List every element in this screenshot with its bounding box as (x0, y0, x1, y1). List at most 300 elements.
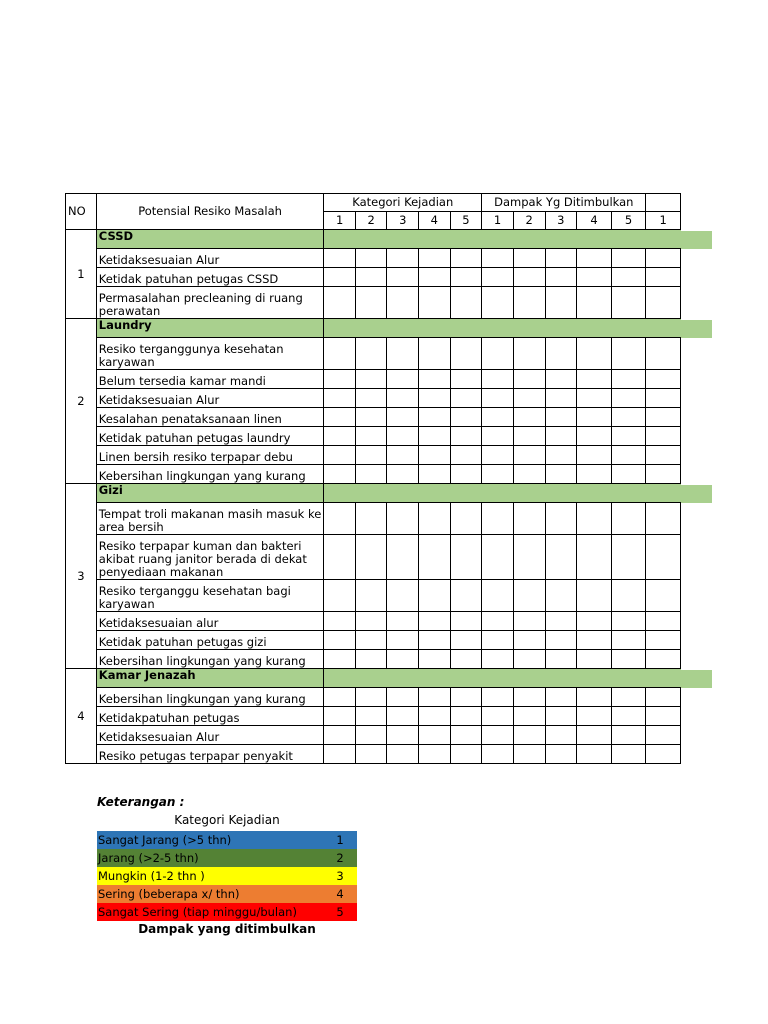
score-cell (324, 745, 356, 764)
legend-label: Sangat Jarang (>5 thn) (98, 833, 232, 847)
table-row (66, 580, 681, 612)
score-cell (482, 338, 514, 370)
risk-item-label: Linen bersih resiko terpapar debu (96, 446, 324, 465)
score-cell (577, 338, 612, 370)
dampak-number-4: 4 (577, 212, 612, 230)
score-cell (577, 707, 612, 726)
table-row (66, 427, 681, 446)
score-cell (577, 688, 612, 707)
score-cell (545, 745, 577, 764)
score-cell (482, 268, 514, 287)
risk-table (65, 193, 681, 764)
score-cell (545, 287, 577, 319)
score-cell (419, 427, 451, 446)
section-number: 1 (66, 230, 97, 319)
score-cell (646, 631, 681, 650)
legend-dampak-title: Dampak yang ditimbulkan (138, 922, 316, 936)
score-cell (355, 249, 387, 268)
score-cell (324, 408, 356, 427)
score-cell (324, 631, 356, 650)
score-cell (513, 650, 545, 669)
score-cell (577, 408, 612, 427)
risk-item-label: Tempat troli makanan masih masuk ke area bersih (96, 503, 324, 535)
score-cell (387, 268, 419, 287)
section-band (324, 484, 681, 503)
score-cell (646, 389, 681, 408)
risk-item-label: Ketidak patuhan petugas laundry (96, 427, 324, 446)
risk-item-label: Ketidaksesuaian Alur (96, 389, 324, 408)
legend-value: 3 (336, 869, 344, 883)
score-cell (513, 631, 545, 650)
score-cell (387, 745, 419, 764)
dampak-number-1: 1 (482, 212, 514, 230)
score-cell (419, 249, 451, 268)
table-row (66, 612, 681, 631)
score-cell (387, 726, 419, 745)
risk-item-label: Ketidak patuhan petugas gizi (96, 631, 324, 650)
risk-item-label: Resiko terpapar kuman dan bakteri akibat ruang janitor berada di dekat penyediaan makanan (96, 535, 324, 580)
kategori-number-1: 1 (324, 212, 356, 230)
score-cell (545, 612, 577, 631)
kategori-number-4: 4 (419, 212, 451, 230)
score-cell (513, 427, 545, 446)
section-band-extension (681, 320, 712, 338)
score-cell (324, 503, 356, 535)
score-cell (450, 287, 482, 319)
score-cell (482, 465, 514, 484)
legend-label: Sering (beberapa x/ thn) (98, 887, 240, 901)
dampak-number-3: 3 (545, 212, 577, 230)
legend-row (97, 885, 357, 903)
risk-item-label: Resiko terganggu kesehatan bagi karyawan (96, 580, 324, 612)
score-cell (387, 631, 419, 650)
table-row (66, 631, 681, 650)
legend-table (97, 831, 357, 921)
score-cell (355, 389, 387, 408)
score-cell (545, 535, 577, 580)
header-next-group (646, 194, 681, 212)
keterangan-title: Keterangan : (97, 795, 185, 809)
score-cell (324, 249, 356, 268)
score-cell (513, 688, 545, 707)
table-row (66, 688, 681, 707)
score-cell (450, 249, 482, 268)
score-cell (387, 580, 419, 612)
header-potensi: Potensial Resiko Masalah (96, 194, 324, 230)
score-cell (482, 688, 514, 707)
score-cell (419, 688, 451, 707)
score-cell (324, 370, 356, 389)
score-cell (419, 535, 451, 580)
score-cell (387, 338, 419, 370)
score-cell (513, 268, 545, 287)
score-cell (611, 707, 646, 726)
score-cell (450, 707, 482, 726)
dampak-number-2: 2 (513, 212, 545, 230)
score-cell (355, 268, 387, 287)
score-cell (482, 427, 514, 446)
score-cell (387, 287, 419, 319)
score-cell (387, 688, 419, 707)
score-cell (577, 389, 612, 408)
score-cell (355, 726, 387, 745)
score-cell (355, 612, 387, 631)
section-name: CSSD (96, 230, 324, 249)
score-cell (450, 465, 482, 484)
table-row (66, 370, 681, 389)
score-cell (482, 408, 514, 427)
score-cell (513, 465, 545, 484)
score-cell (387, 370, 419, 389)
risk-item-label: Kesalahan penataksanaan linen (96, 408, 324, 427)
score-cell (577, 427, 612, 446)
score-cell (355, 631, 387, 650)
score-cell (482, 370, 514, 389)
score-cell (482, 580, 514, 612)
score-cell (513, 370, 545, 389)
table-row (66, 389, 681, 408)
score-cell (513, 503, 545, 535)
score-cell (387, 427, 419, 446)
score-cell (450, 535, 482, 580)
score-cell (419, 612, 451, 631)
score-cell (611, 580, 646, 612)
score-cell (324, 287, 356, 319)
table-row (66, 535, 681, 580)
score-cell (513, 535, 545, 580)
table-row (66, 268, 681, 287)
score-cell (646, 427, 681, 446)
score-cell (355, 745, 387, 764)
score-cell (611, 408, 646, 427)
score-cell (355, 338, 387, 370)
score-cell (513, 408, 545, 427)
score-cell (482, 631, 514, 650)
next-group-number-1: 1 (646, 212, 681, 230)
score-cell (577, 650, 612, 669)
legend-label: Jarang (>2-5 thn) (98, 851, 199, 865)
score-cell (355, 446, 387, 465)
score-cell (387, 446, 419, 465)
dampak-number-5: 5 (611, 212, 646, 230)
score-cell (450, 446, 482, 465)
score-cell (611, 338, 646, 370)
score-cell (513, 580, 545, 612)
table-row (66, 465, 681, 484)
score-cell (611, 726, 646, 745)
score-cell (545, 726, 577, 745)
legend-row (97, 831, 357, 849)
score-cell (355, 580, 387, 612)
score-cell (450, 745, 482, 764)
table-row (66, 745, 681, 764)
score-cell (545, 408, 577, 427)
score-cell (355, 707, 387, 726)
score-cell (646, 370, 681, 389)
risk-item-label: Resiko terganggunya kesehatan karyawan (96, 338, 324, 370)
section-name: Laundry (96, 319, 324, 338)
score-cell (577, 535, 612, 580)
section-number: 4 (66, 669, 97, 764)
score-cell (611, 503, 646, 535)
risk-item-label: Ketidaksesuaian Alur (96, 249, 324, 268)
section-row (66, 669, 681, 688)
table-row (66, 707, 681, 726)
score-cell (419, 268, 451, 287)
score-cell (450, 268, 482, 287)
score-cell (513, 287, 545, 319)
score-cell (545, 338, 577, 370)
legend-row (97, 867, 357, 885)
score-cell (611, 370, 646, 389)
score-cell (324, 650, 356, 669)
kategori-number-5: 5 (450, 212, 482, 230)
table-row (66, 503, 681, 535)
score-cell (355, 370, 387, 389)
score-cell (324, 446, 356, 465)
score-cell (646, 503, 681, 535)
score-cell (450, 688, 482, 707)
score-cell (646, 287, 681, 319)
score-cell (450, 408, 482, 427)
score-cell (387, 535, 419, 580)
score-cell (450, 726, 482, 745)
score-cell (646, 580, 681, 612)
score-cell (611, 631, 646, 650)
score-cell (419, 408, 451, 427)
score-cell (450, 389, 482, 408)
score-cell (482, 535, 514, 580)
score-cell (482, 249, 514, 268)
score-cell (611, 389, 646, 408)
score-cell (482, 503, 514, 535)
score-cell (324, 465, 356, 484)
score-cell (355, 465, 387, 484)
score-cell (545, 427, 577, 446)
risk-table-body (66, 230, 681, 764)
legend-label: Mungkin (1-2 thn ) (98, 869, 205, 883)
section-name: Gizi (96, 484, 324, 503)
score-cell (324, 707, 356, 726)
score-cell (577, 446, 612, 465)
score-cell (577, 249, 612, 268)
score-cell (513, 612, 545, 631)
header-no: NO (66, 194, 97, 230)
score-cell (646, 650, 681, 669)
section-number: 3 (66, 484, 97, 669)
section-row (66, 230, 681, 249)
risk-item-label: Belum tersedia kamar mandi (96, 370, 324, 389)
score-cell (545, 370, 577, 389)
risk-item-label: Ketidaksesuaian alur (96, 612, 324, 631)
score-cell (450, 338, 482, 370)
score-cell (419, 465, 451, 484)
score-cell (482, 650, 514, 669)
score-cell (513, 249, 545, 268)
score-cell (545, 688, 577, 707)
score-cell (646, 707, 681, 726)
score-cell (355, 427, 387, 446)
score-cell (545, 707, 577, 726)
kategori-number-3: 3 (387, 212, 419, 230)
score-cell (387, 249, 419, 268)
risk-item-label: Kebersihan lingkungan yang kurang (96, 465, 324, 484)
score-cell (545, 631, 577, 650)
score-cell (419, 631, 451, 650)
score-cell (646, 535, 681, 580)
table-row (66, 408, 681, 427)
score-cell (355, 535, 387, 580)
legend-label: Sangat Sering (tiap minggu/bulan) (98, 905, 297, 919)
score-cell (450, 427, 482, 446)
score-cell (324, 427, 356, 446)
score-cell (482, 707, 514, 726)
table-row (66, 249, 681, 268)
score-cell (419, 503, 451, 535)
score-cell (419, 726, 451, 745)
score-cell (482, 287, 514, 319)
score-cell (545, 268, 577, 287)
score-cell (646, 465, 681, 484)
section-name: Kamar Jenazah (96, 669, 324, 688)
risk-item-label: Kebersihan lingkungan yang kurang (96, 688, 324, 707)
score-cell (611, 287, 646, 319)
score-cell (545, 446, 577, 465)
score-cell (324, 389, 356, 408)
score-cell (482, 446, 514, 465)
score-cell (419, 707, 451, 726)
table-row (66, 338, 681, 370)
score-cell (482, 389, 514, 408)
score-cell (611, 535, 646, 580)
section-row (66, 319, 681, 338)
score-cell (355, 408, 387, 427)
score-cell (324, 726, 356, 745)
table-row (66, 726, 681, 745)
score-cell (577, 287, 612, 319)
score-cell (611, 745, 646, 764)
score-cell (513, 726, 545, 745)
score-cell (324, 338, 356, 370)
table-row (66, 446, 681, 465)
score-cell (646, 249, 681, 268)
score-cell (513, 389, 545, 408)
score-cell (646, 612, 681, 631)
section-band (324, 230, 681, 249)
score-cell (611, 446, 646, 465)
score-cell (419, 446, 451, 465)
header-kategori-kejadian: Kategori Kejadian (324, 194, 482, 212)
score-cell (611, 650, 646, 669)
score-cell (611, 427, 646, 446)
score-cell (450, 370, 482, 389)
score-cell (324, 535, 356, 580)
table-row (66, 650, 681, 669)
score-cell (450, 631, 482, 650)
legend-kategori-title: Kategori Kejadian (174, 813, 280, 827)
score-cell (387, 408, 419, 427)
score-cell (324, 268, 356, 287)
section-band-extension (681, 485, 712, 503)
score-cell (545, 580, 577, 612)
score-cell (577, 726, 612, 745)
risk-item-label: Resiko petugas terpapar penyakit (96, 745, 324, 764)
score-cell (482, 726, 514, 745)
score-cell (545, 650, 577, 669)
section-band (324, 319, 681, 338)
score-cell (611, 465, 646, 484)
score-cell (577, 503, 612, 535)
score-cell (577, 612, 612, 631)
score-cell (513, 745, 545, 764)
legend-row (97, 903, 357, 921)
score-cell (355, 650, 387, 669)
score-cell (419, 745, 451, 764)
score-cell (450, 650, 482, 669)
score-cell (545, 389, 577, 408)
score-cell (324, 580, 356, 612)
score-cell (646, 745, 681, 764)
score-cell (450, 612, 482, 631)
score-cell (324, 688, 356, 707)
score-cell (646, 446, 681, 465)
risk-item-label: Permasalahan precleaning di ruang perawatan (96, 287, 324, 319)
score-cell (577, 465, 612, 484)
score-cell (577, 631, 612, 650)
section-band (324, 669, 681, 688)
score-cell (646, 688, 681, 707)
score-cell (419, 389, 451, 408)
score-cell (646, 268, 681, 287)
score-cell (513, 446, 545, 465)
score-cell (646, 726, 681, 745)
risk-item-label: Ketidakpatuhan petugas (96, 707, 324, 726)
risk-item-label: Ketidak patuhan petugas CSSD (96, 268, 324, 287)
score-cell (545, 465, 577, 484)
legend-value: 1 (336, 833, 344, 847)
section-row (66, 484, 681, 503)
score-cell (324, 612, 356, 631)
legend-value: 2 (336, 851, 344, 865)
score-cell (419, 650, 451, 669)
risk-item-label: Ketidaksesuaian Alur (96, 726, 324, 745)
score-cell (387, 707, 419, 726)
score-cell (545, 503, 577, 535)
score-cell (355, 688, 387, 707)
score-cell (355, 287, 387, 319)
score-cell (577, 370, 612, 389)
score-cell (387, 503, 419, 535)
legend-value: 4 (336, 887, 344, 901)
score-cell (419, 580, 451, 612)
score-cell (611, 688, 646, 707)
score-cell (611, 612, 646, 631)
score-cell (482, 745, 514, 764)
legend-value: 5 (336, 905, 344, 919)
score-cell (611, 249, 646, 268)
score-cell (387, 650, 419, 669)
score-cell (450, 580, 482, 612)
score-cell (387, 465, 419, 484)
score-cell (387, 389, 419, 408)
risk-item-label: Kebersihan lingkungan yang kurang (96, 650, 324, 669)
section-band-extension (681, 670, 712, 688)
score-cell (482, 612, 514, 631)
score-cell (419, 287, 451, 319)
score-cell (355, 503, 387, 535)
score-cell (419, 370, 451, 389)
legend-row (97, 849, 357, 867)
